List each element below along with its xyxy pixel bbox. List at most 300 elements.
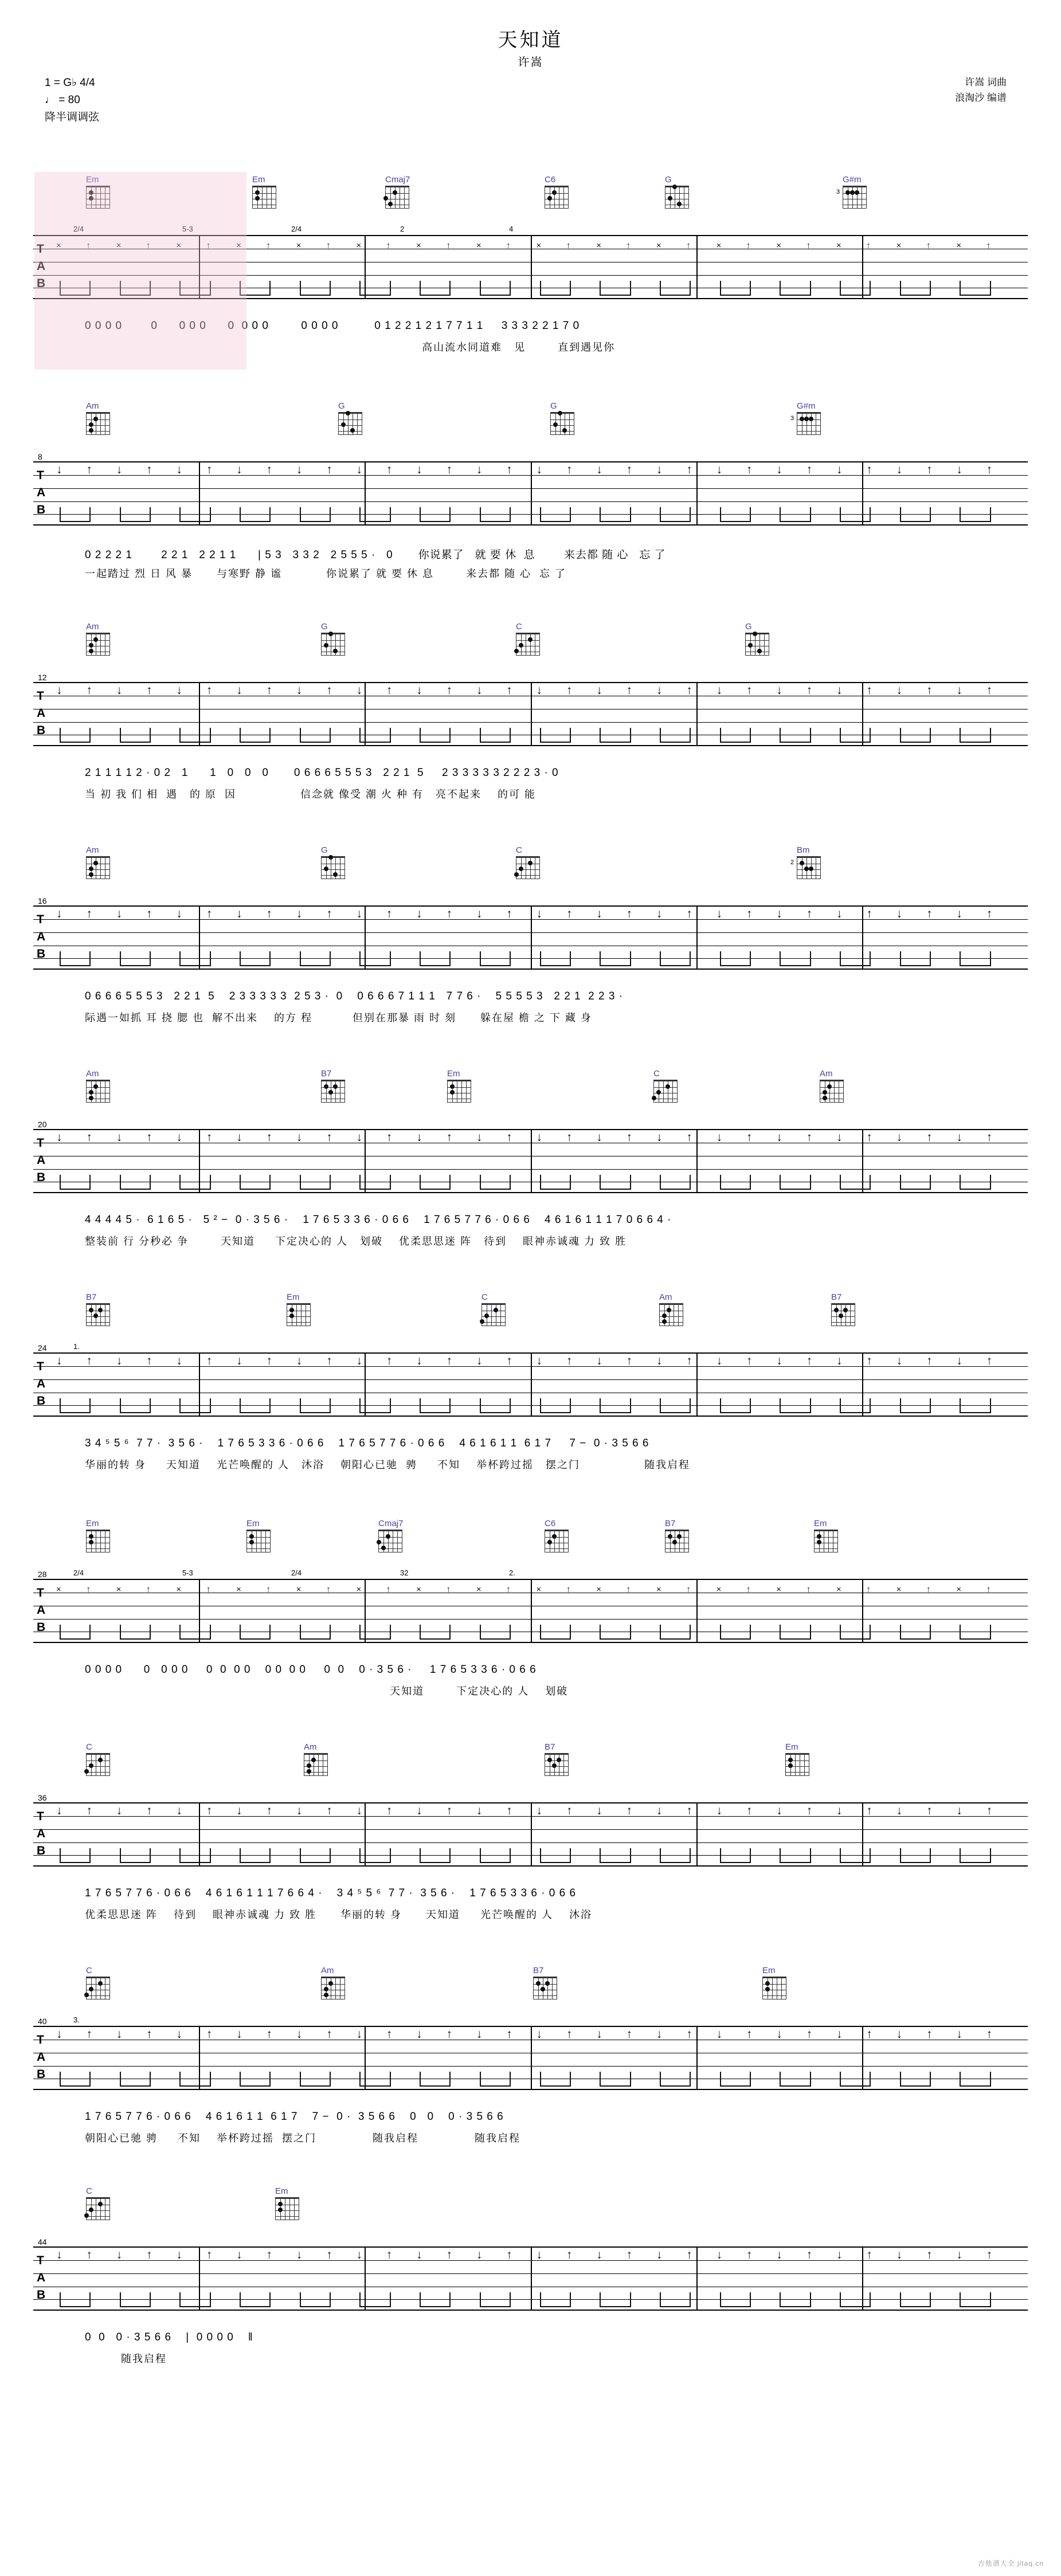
strum-arrow: ↑: [386, 1585, 391, 1594]
strum-arrow: ↑: [326, 684, 332, 697]
strum-arrow: ↓: [836, 1131, 843, 1144]
strum-arrow: ×: [536, 241, 542, 250]
chord-name: Cmaj7: [378, 1519, 404, 1528]
page-title: 天知道: [498, 29, 563, 51]
bar-line: [862, 1579, 863, 1643]
strum-arrow: ↑: [746, 1131, 753, 1144]
strum-arrow: ↓: [476, 1804, 483, 1817]
strum-arrow: ↑: [266, 1354, 272, 1367]
strum-arrow: ×: [716, 1585, 722, 1594]
chord-name: C: [653, 1069, 660, 1079]
strum-arrow: ↓: [596, 1131, 602, 1144]
melody-number-line: 0 0 0 · 3 5 6 6 | 0 0 0 0 ‖: [85, 2331, 253, 2343]
strum-arrow: ↓: [896, 2248, 903, 2261]
strum-arrow: ↑: [626, 684, 633, 697]
strum-arrow: ↑: [866, 1131, 872, 1144]
strum-arrow: ↓: [296, 2248, 303, 2261]
strum-arrow: ↑: [266, 684, 272, 697]
chord-diagram: [745, 622, 772, 656]
chord-name: Cmaj7: [385, 175, 410, 185]
strum-arrow: ↑: [206, 2028, 213, 2041]
chord-diagram: [545, 175, 571, 209]
melody-number-line: 2 1 1 1 1 2 · 0 2 1 1 0 0 0 0 6 6 6 5 5 5 3 2 2 1 5 2 3 3 3 3 3 2 2 2 3 · 0: [85, 767, 559, 779]
strum-arrow: ↓: [116, 463, 123, 476]
melody-number-line: 3 4 ⁵ 5 ⁶ 7 7 · 3 5 6 · 1 7 6 5 3 3 6 · 0 6 6 1 7 6 5 7 7 6 · 0 6 6 4 6 1 6 1 1 6 1 7 7 − 0 · 3 5 6 6: [85, 1437, 649, 1449]
strum-arrow: ↓: [356, 463, 362, 476]
strum-arrow: ↓: [956, 684, 962, 697]
strum-arrow: ↓: [956, 2028, 962, 2041]
strum-arrow: ↓: [236, 2248, 242, 2261]
bar-line: [365, 905, 366, 970]
strum-arrow: ↓: [356, 684, 362, 697]
strum-arrow: ↓: [896, 463, 903, 476]
chord-name: G#m: [843, 175, 862, 185]
chord-fretboard: [481, 1303, 506, 1326]
strum-arrow: ↑: [806, 241, 811, 250]
strum-arrow: ↑: [206, 463, 213, 476]
strum-arrow: ×: [176, 1585, 182, 1594]
bar-line: [365, 235, 366, 299]
strum-arrow: ↑: [686, 241, 691, 250]
strum-arrow: ↑: [86, 2028, 92, 2041]
tab-clef: T A B: [37, 1360, 46, 1407]
bar-line: [862, 905, 863, 970]
notation-mark: 2/4: [291, 225, 302, 233]
strum-arrow: ↑: [386, 1354, 393, 1367]
chord-fretboard: [516, 856, 540, 879]
strum-arrow: ↑: [266, 1585, 271, 1594]
strum-arrow: ↑: [686, 2028, 692, 2041]
chord-diagram: [790, 845, 823, 879]
strum-arrow: ↓: [716, 2028, 723, 2041]
strum-arrow: ×: [836, 1585, 841, 1594]
strum-arrow: ↓: [176, 2028, 182, 2041]
bar-line: [199, 2026, 200, 2090]
strum-arrow: ↑: [266, 1804, 272, 1817]
strum-arrow: ↑: [686, 463, 692, 476]
bar-line: [862, 235, 863, 299]
performance-meta: [45, 75, 99, 126]
credit-lyrics: 许嵩 词曲: [965, 77, 1007, 88]
chord-fretboard: [659, 1303, 683, 1326]
strum-arrow: ↓: [56, 1354, 62, 1367]
chord-name: Am: [304, 1742, 317, 1752]
strum-arrow: ↑: [566, 907, 573, 920]
bar-line: [199, 2246, 200, 2311]
strum-arrow: ↑: [146, 463, 152, 476]
strum-arrow: ↑: [266, 2248, 272, 2261]
measure-number: 28: [38, 1570, 47, 1579]
strum-arrow: ×: [776, 1585, 782, 1594]
chord-diagram: [385, 175, 412, 209]
chord-diagram: [550, 401, 577, 435]
strum-arrow: ↓: [296, 1354, 303, 1367]
bar-line: [862, 1352, 863, 1417]
bar-line: [696, 2026, 698, 2090]
strum-arrow: ↓: [716, 463, 723, 476]
strum-arrow: ↑: [806, 1354, 813, 1367]
strum-arrow: ↓: [536, 2248, 542, 2261]
chord-diagram: [533, 1966, 559, 1999]
tab-clef: T A B: [37, 2033, 46, 2081]
strum-arrow: ↑: [626, 1585, 631, 1594]
strum-arrow: ↑: [566, 2248, 573, 2261]
measure-number: 24: [38, 1343, 47, 1352]
strum-arrow: ↑: [806, 1131, 813, 1144]
strum-arrow: ×: [596, 241, 601, 250]
strum-arrow: ×: [56, 1585, 61, 1594]
chord-fretboard: [338, 412, 362, 435]
strum-arrow: ↓: [416, 1354, 422, 1367]
bar-line: [862, 1129, 863, 1193]
strum-arrow: ↑: [686, 1585, 691, 1594]
chord-diagram: [836, 175, 869, 209]
key-signature: 1 = G♭ 4/4: [45, 77, 95, 89]
strum-arrow: ↑: [866, 1585, 871, 1594]
chord-name: B7: [321, 1069, 332, 1079]
strum-arrow: ↓: [356, 1354, 362, 1367]
strum-arrow: ↓: [596, 907, 602, 920]
strum-arrow: ×: [896, 241, 902, 250]
chord-name: G: [321, 622, 328, 632]
strum-arrow: ↑: [986, 2248, 993, 2261]
melody-number-line: 0 0 0 0 0 0 0 0 0 0 0 0 0 0 0 0 0 1 2 2 1 2 1 7 7 1 1 3 3 3 2 2 1 7 0: [85, 320, 580, 332]
bar-line: [531, 1802, 532, 1867]
fret-position-label: 3: [836, 189, 840, 195]
strum-arrow: ↑: [386, 241, 391, 250]
chord-fretboard: [545, 186, 569, 209]
strum-arrow: ↑: [626, 2028, 633, 2041]
strum-arrow: ↑: [806, 684, 813, 697]
strum-arrow: ↓: [896, 1131, 903, 1144]
notation-mark: 32: [400, 1569, 409, 1577]
chord-diagram: [653, 1069, 680, 1103]
strum-arrow: ↑: [566, 1131, 573, 1144]
strum-arrow: ↑: [626, 241, 631, 250]
bar-line: [365, 1352, 366, 1417]
strum-arrow: ↑: [626, 463, 633, 476]
strum-arrow: ↑: [926, 241, 931, 250]
strum-arrow: ↑: [86, 1354, 92, 1367]
strum-arrow: ↑: [266, 907, 272, 920]
strum-arrow: ↓: [536, 463, 542, 476]
strum-arrow: ×: [476, 241, 481, 250]
strum-arrow: ↓: [236, 1354, 242, 1367]
chord-name: Em: [762, 1966, 776, 1975]
strum-arrow: ↑: [806, 2028, 813, 2041]
strum-arrow: ↑: [686, 1354, 692, 1367]
bar-line: [531, 461, 532, 526]
chord-diagram: [86, 1292, 112, 1326]
strum-arrow: ×: [56, 241, 61, 250]
strum-arrow: ↑: [866, 2248, 872, 2261]
chord-diagram: [275, 2186, 302, 2220]
strum-arrow: ↓: [236, 684, 242, 697]
strum-arrow: ↑: [746, 1585, 751, 1594]
tab-clef: T A B: [37, 242, 46, 290]
bar-line: [365, 1579, 366, 1643]
strum-arrow: ↓: [656, 463, 663, 476]
chord-name: C: [516, 845, 522, 855]
strum-arrow: ↓: [956, 1354, 962, 1367]
lyric-line: 华丽的转 身 天知道 光芒唤醒的 人 沐浴 朝阳心已驰 骋 不知 举杯跨过摇 摆之门 随我启程: [85, 1459, 691, 1471]
chord-diagram: [785, 1742, 812, 1776]
melody-number-line: 0 0 0 0 0 0 0 0 0 0 0 0 0 0 0 0 0 0 0 · 3 5 6 · 1 7 6 5 3 3 6 · 0 6 6: [85, 1664, 537, 1676]
bar-line: [531, 1129, 532, 1193]
chord-diagram: [447, 1069, 473, 1103]
chord-fretboard: [304, 1753, 328, 1776]
strum-arrow: ↓: [896, 684, 903, 697]
strum-arrow: ↓: [476, 463, 483, 476]
strum-arrow: ↑: [746, 463, 753, 476]
chord-diagram: [86, 2186, 112, 2220]
chord-fretboard: [820, 1080, 844, 1103]
bar-line: [696, 1802, 698, 1867]
strum-arrow: ↑: [386, 1804, 393, 1817]
strum-arrow: ↑: [386, 2248, 393, 2261]
bar-line: [365, 2026, 366, 2090]
chord-name: G: [338, 401, 345, 411]
bar-line: [199, 1579, 200, 1643]
strum-arrow: ↑: [746, 907, 753, 920]
tab-clef: T A B: [37, 913, 46, 960]
strum-arrow: ↑: [986, 463, 993, 476]
strum-arrow: ↓: [656, 2248, 663, 2261]
strum-arrow: ↑: [326, 1804, 332, 1817]
strum-arrow: ↑: [746, 684, 753, 697]
strum-arrow: ↑: [686, 1131, 692, 1144]
strum-arrow: ↓: [116, 907, 123, 920]
chord-name: Em: [287, 1292, 300, 1302]
chord-fretboard: [762, 1977, 786, 1999]
chord-fretboard: [790, 412, 821, 435]
strum-arrow: ↑: [566, 1804, 573, 1817]
chord-fretboard: [385, 186, 409, 209]
chord-fretboard: [321, 856, 345, 879]
strum-arrow: ×: [296, 241, 302, 250]
chord-diagram: [545, 1519, 571, 1552]
strum-arrow: ↑: [146, 1354, 152, 1367]
strum-arrow: ×: [416, 1585, 421, 1594]
chord-diagram: [86, 1519, 112, 1552]
strum-arrow: ↓: [116, 684, 123, 697]
strum-arrow: ↑: [146, 907, 152, 920]
chord-diagram: [86, 1069, 112, 1103]
notation-mark: 1.: [73, 1342, 80, 1351]
chord-name: Em: [246, 1519, 260, 1528]
chord-fretboard: [447, 1080, 471, 1103]
strum-arrow: ↑: [206, 907, 213, 920]
strum-arrow: ↑: [926, 1585, 931, 1594]
strum-arrow: ×: [116, 1585, 122, 1594]
strum-arrow: ↑: [926, 2248, 933, 2261]
strum-arrow: ↑: [746, 1804, 753, 1817]
strum-arrow: ↑: [326, 907, 332, 920]
chord-fretboard: [252, 186, 276, 209]
strum-arrow: ↓: [296, 1131, 303, 1144]
strum-arrow: ↑: [206, 2248, 213, 2261]
chord-fretboard: [86, 1303, 110, 1326]
strum-arrow: ×: [776, 241, 782, 250]
strum-arrow: ↑: [986, 1804, 993, 1817]
chord-diagram: [665, 1519, 691, 1552]
strum-arrow: ↑: [986, 1354, 993, 1367]
bar-line: [696, 2246, 698, 2311]
measure-number: 16: [38, 896, 47, 905]
strum-arrow: ↑: [146, 1804, 152, 1817]
strum-arrow: ↓: [716, 1804, 723, 1817]
chord-fretboard: [321, 1977, 345, 1999]
strum-arrow: ↓: [416, 907, 422, 920]
strum-arrow: ×: [176, 241, 182, 250]
bar-line: [365, 682, 366, 746]
strum-arrow: ↓: [296, 684, 303, 697]
strum-arrow: ↑: [926, 1131, 933, 1144]
measure-number: 40: [38, 2017, 47, 2026]
chord-diagram: [86, 1742, 112, 1776]
bar-line: [696, 905, 698, 970]
strum-arrow: ↑: [986, 2028, 993, 2041]
strum-arrow: ↓: [116, 2248, 123, 2261]
chord-name: Em: [275, 2186, 288, 2196]
strum-arrow: ↓: [836, 2248, 843, 2261]
chord-name: Am: [86, 845, 99, 855]
chord-fretboard: [545, 1530, 569, 1552]
strum-arrow: ↓: [596, 2028, 602, 2041]
strum-arrow: ×: [956, 241, 962, 250]
strum-arrow: ↓: [176, 1804, 182, 1817]
strum-arrow: ↑: [266, 241, 271, 250]
strum-arrow: ↑: [326, 2028, 332, 2041]
bar-line: [199, 1129, 200, 1193]
chord-diagram: [831, 1292, 858, 1326]
bar-line: [696, 461, 698, 526]
chord-name: C: [86, 1742, 92, 1752]
strum-arrow: ↓: [716, 684, 723, 697]
chord-diagram: [378, 1519, 405, 1552]
strum-arrow: ↓: [536, 1131, 542, 1144]
chord-name: Am: [86, 622, 99, 632]
chord-name: C6: [545, 175, 556, 185]
lyric-line: 整装前 行 分秒必 争 天知道 下定决心的 人 划破 优柔思思迷 阵 待到 眼神赤诚魂 力 致 胜: [85, 1236, 627, 1247]
strum-arrow: ↑: [626, 907, 633, 920]
strum-arrow: ↑: [566, 241, 571, 250]
strum-arrow: ↓: [716, 1131, 723, 1144]
chord-fretboard: [86, 856, 110, 879]
strum-arrow: ↓: [776, 684, 782, 697]
strum-arrow: ↑: [926, 2028, 933, 2041]
strum-arrow: ↓: [296, 1804, 303, 1817]
chord-diagram: [287, 1292, 313, 1326]
strum-arrow: ↑: [446, 1585, 451, 1594]
strum-arrow: ↓: [776, 1131, 782, 1144]
strum-arrow: ↑: [206, 684, 213, 697]
bar-line: [696, 1352, 698, 1417]
artist-name: 许嵩: [518, 56, 543, 69]
bar-line: [531, 682, 532, 746]
bar-line: [696, 235, 698, 299]
strum-arrow: ↓: [476, 1131, 483, 1144]
strum-arrow: ↓: [776, 2028, 782, 2041]
chord-fretboard: [545, 1753, 569, 1776]
bar-line: [696, 1129, 698, 1193]
strum-arrow: ↑: [446, 2248, 452, 2261]
chord-diagram: [516, 622, 542, 656]
strum-arrow: ↑: [86, 2248, 92, 2261]
tab-clef: T A B: [37, 2254, 46, 2301]
strum-arrow: ↓: [656, 1354, 663, 1367]
chord-name: C: [481, 1292, 488, 1302]
chord-name: G#m: [797, 401, 816, 411]
measure-number: 12: [38, 673, 47, 682]
chord-fretboard: [785, 1753, 809, 1776]
strum-arrow: ↑: [386, 1131, 393, 1144]
strum-arrow: ↑: [746, 2028, 753, 2041]
chord-diagram: [321, 1069, 347, 1103]
chord-fretboard: [321, 1080, 345, 1103]
strum-arrow: ↑: [206, 1131, 213, 1144]
strum-arrow: ×: [956, 1585, 962, 1594]
strum-arrow: ↑: [926, 463, 933, 476]
lyric-line: 一起踏过 烈 日 风 暴 与寒野 静 谧 你说累了 就 要 休 息 来去都 随 心 忘 了: [85, 568, 567, 579]
strum-arrow: ↓: [296, 907, 303, 920]
strum-arrow: ↓: [476, 907, 483, 920]
watermark: 吉他谱大全 jitaq.cn: [977, 2559, 1044, 2567]
chord-name: Am: [321, 1966, 334, 1975]
chord-fretboard: [275, 2197, 299, 2220]
strum-arrow: ↑: [506, 907, 512, 920]
strum-arrow: ×: [416, 241, 421, 250]
strum-arrow: ↓: [896, 1354, 903, 1367]
chord-name: Em: [785, 1742, 798, 1752]
strum-arrow: ×: [536, 1585, 542, 1594]
bar-line: [365, 461, 366, 526]
strum-arrow: ↑: [86, 907, 92, 920]
strum-arrow: ↓: [356, 1131, 362, 1144]
strum-arrow: ↑: [506, 1354, 512, 1367]
strum-arrow: ↓: [536, 1804, 542, 1817]
lyric-line: 朝阳心已驰 骋 不知 举杯跨过摇 摆之门 随我启程 随我启程: [85, 2132, 521, 2144]
strum-arrow: ↓: [356, 2248, 362, 2261]
strum-arrow: ×: [476, 1585, 481, 1594]
strum-arrow: ↓: [596, 1804, 602, 1817]
tab-clef: T A B: [37, 1586, 46, 1634]
chord-name: Am: [86, 401, 99, 411]
strum-arrow: ↑: [686, 2248, 692, 2261]
strum-arrow: ↓: [416, 684, 422, 697]
strum-arrow: ↓: [836, 1804, 843, 1817]
strum-arrow: ↑: [146, 1585, 151, 1594]
chord-name: C: [86, 2186, 92, 2196]
chord-diagram: [321, 622, 347, 656]
strum-arrow: ↓: [656, 1131, 663, 1144]
strum-arrow: ↑: [986, 1131, 993, 1144]
strum-arrow: ↑: [506, 2028, 512, 2041]
strum-arrow: ↓: [836, 463, 843, 476]
bar-line: [199, 682, 200, 746]
chord-fretboard: [550, 412, 574, 435]
strum-arrow: ↓: [116, 2028, 123, 2041]
strum-arrow: ↓: [716, 2248, 723, 2261]
lyric-line: 天知道 下定决心的 人 划破: [85, 1685, 569, 1697]
chord-fretboard: [378, 1530, 402, 1552]
strum-arrow: ↓: [956, 1131, 962, 1144]
strum-arrow: ↓: [476, 1354, 483, 1367]
strum-arrow: ↑: [266, 1131, 272, 1144]
strum-arrow: ↑: [926, 1804, 933, 1817]
strum-arrow: ↓: [656, 1804, 663, 1817]
strum-arrow: ↑: [686, 907, 692, 920]
